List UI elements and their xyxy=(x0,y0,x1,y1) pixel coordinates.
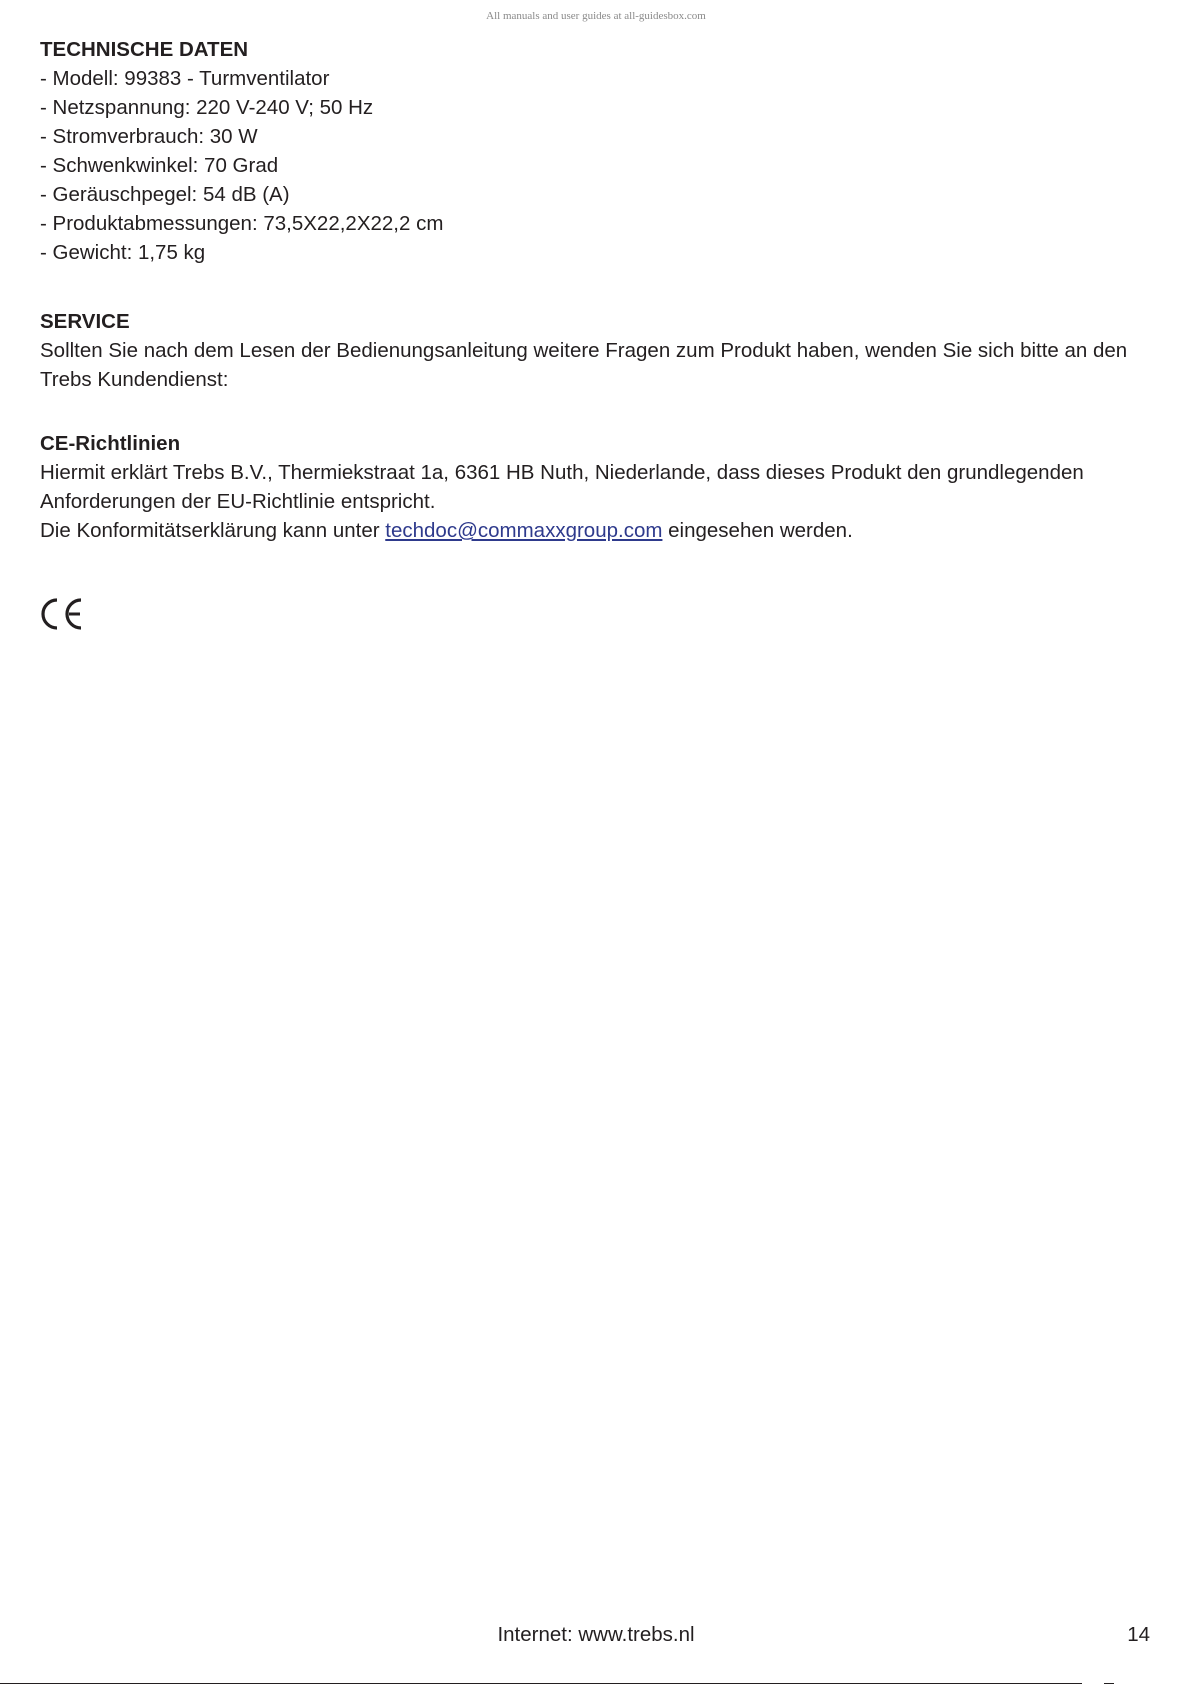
footer-rule xyxy=(0,1683,1082,1684)
service-heading: SERVICE xyxy=(40,310,130,333)
ce-declaration-text: Hiermit erklärt Trebs B.V., Thermiekstraat 1a, 6361 HB Nuth, Niederlande, dass dieses Produkt den grundlegenden Anforderungen der EU-Richtlinie entspricht. xyxy=(40,461,1084,513)
spec-item-noise: - Geräuschpegel: 54 dB (A) xyxy=(40,183,290,206)
ce-conformity-text xyxy=(40,516,1160,545)
technical-data-list xyxy=(40,64,1160,267)
ce-mark-icon xyxy=(40,597,84,631)
ce-conformity-prefix: Die Konformitätserklärung kann unter xyxy=(40,519,386,542)
techdoc-email-link[interactable]: techdoc@commaxxgroup.com xyxy=(385,519,663,542)
spec-item-voltage: - Netzspannung: 220 V-240 V; 50 Hz xyxy=(40,96,374,119)
ce-heading: CE-Richtlinien xyxy=(40,432,181,455)
document-body xyxy=(40,35,1160,639)
spec-item-model: - Modell: 99383 - Turmventilator xyxy=(40,67,330,90)
page-number: 14 xyxy=(1127,1623,1150,1646)
spec-item-weight: - Gewicht: 1,75 kg xyxy=(40,241,206,264)
footer-internet: Internet: www.trebs.nl xyxy=(497,1623,695,1646)
ce-conformity-suffix: eingesehen werden. xyxy=(662,519,853,542)
footer-rule-tick xyxy=(1104,1683,1114,1684)
service-text: Sollten Sie nach dem Lesen der Bedienungsanleitung weitere Fragen zum Produkt haben, wenden Sie sich bitte an den Trebs Kundendienst: xyxy=(40,339,1128,391)
spec-item-dimensions: - Produktabmessungen: 73,5X22,2X22,2 cm xyxy=(40,212,444,235)
watermark: All manuals and user guides at all-guidesbox.com xyxy=(486,10,706,22)
technical-data-heading: TECHNISCHE DATEN xyxy=(40,38,249,61)
spec-item-oscillation: - Schwenkwinkel: 70 Grad xyxy=(40,154,279,177)
spec-item-power: - Stromverbrauch: 30 W xyxy=(40,125,258,148)
